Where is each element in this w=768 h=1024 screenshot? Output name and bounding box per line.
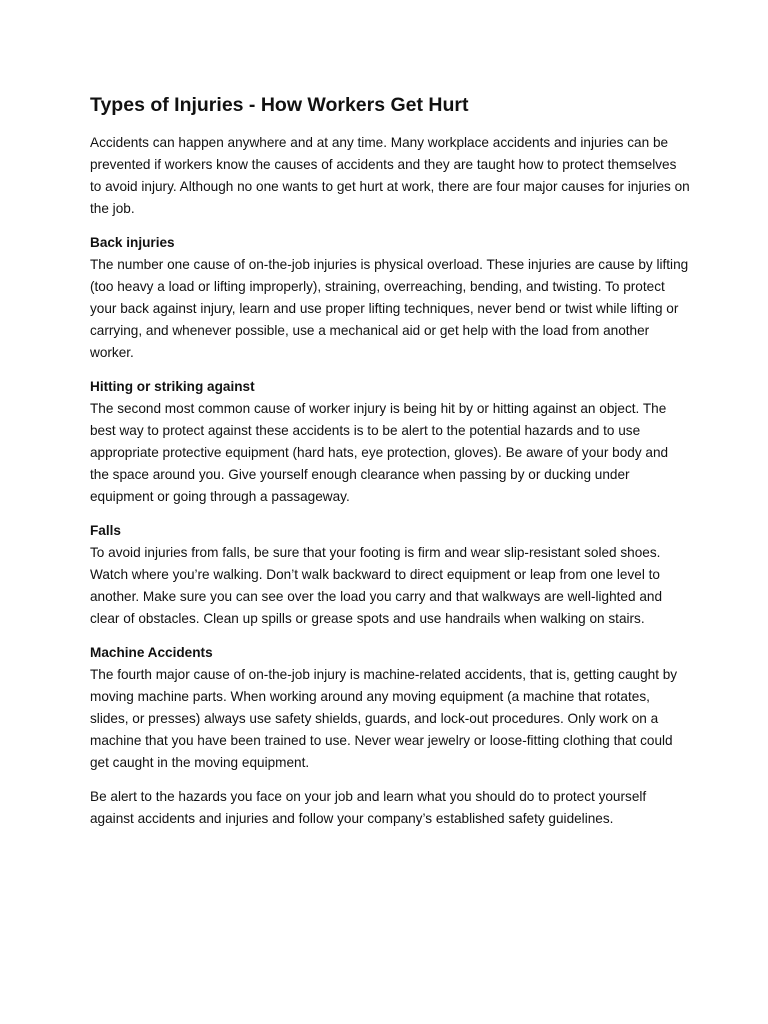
page-title: Types of Injuries - How Workers Get Hurt (90, 94, 469, 116)
closing-paragraph: Be alert to the hazards you face on your job and learn what you should do to protect yourself against accidents and injuries and follow your company’s established safety guidelines. (90, 789, 647, 826)
section-falls (90, 520, 690, 630)
section-heading: Machine Accidents (90, 645, 213, 660)
section-hitting-or-striking (90, 376, 690, 508)
section-body: The fourth major cause of on-the-job injury is machine-related accidents, that is, getting caught by moving machine parts. When working around any moving equipment (a machine that rotates, slides, or presses) always use safety shields, guards, and lock-out procedures. Only work on a machine that you have been trained to use. Never wear jewelry or loose-fitting clothing that could get caught in the moving equipment. (90, 667, 678, 770)
section-back-injuries (90, 232, 690, 364)
section-machine-accidents (90, 642, 690, 774)
section-body: The number one cause of on-the-job injuries is physical overload. These injuries are cause by lifting (too heavy a load or lifting improperly), straining, overreaching, bending, and twisting. To protect your back against injury, learn and use proper lifting techniques, never bend or twist while lifting or carrying, and whenever possible, use a mechanical aid or get help with the load from another worker. (90, 257, 689, 360)
section-body: The second most common cause of worker injury is being hit by or hitting against an object. The best way to protect against these accidents is to be alert to the potential hazards and to use appropriate protective equipment (hard hats, eye protection, gloves). Be aware of your body and the space around you. Give yourself enough clearance when passing by or ducking under equipment or going through a passageway. (90, 401, 669, 504)
intro-paragraph: Accidents can happen anywhere and at any time. Many workplace accidents and injuries can be prevented if workers know the causes of accidents and they are taught how to protect themselves to avoid injury. Although no one wants to get hurt at work, there are four major causes for injuries on the job. (90, 135, 690, 216)
section-body: To avoid injuries from falls, be sure that your footing is firm and wear slip-resistant soled shoes. Watch where you’re walking. Don’t walk backward to direct equipment or leap from one level to another. Make sure you can see over the load you carry and that walkways are well-lighted and clear of obstacles. Clean up spills or grease spots and use handrails when walking on stairs. (90, 545, 663, 626)
section-heading: Hitting or striking against (90, 379, 255, 394)
section-heading: Back injuries (90, 235, 175, 250)
section-heading: Falls (90, 523, 121, 538)
document-page (90, 92, 690, 842)
